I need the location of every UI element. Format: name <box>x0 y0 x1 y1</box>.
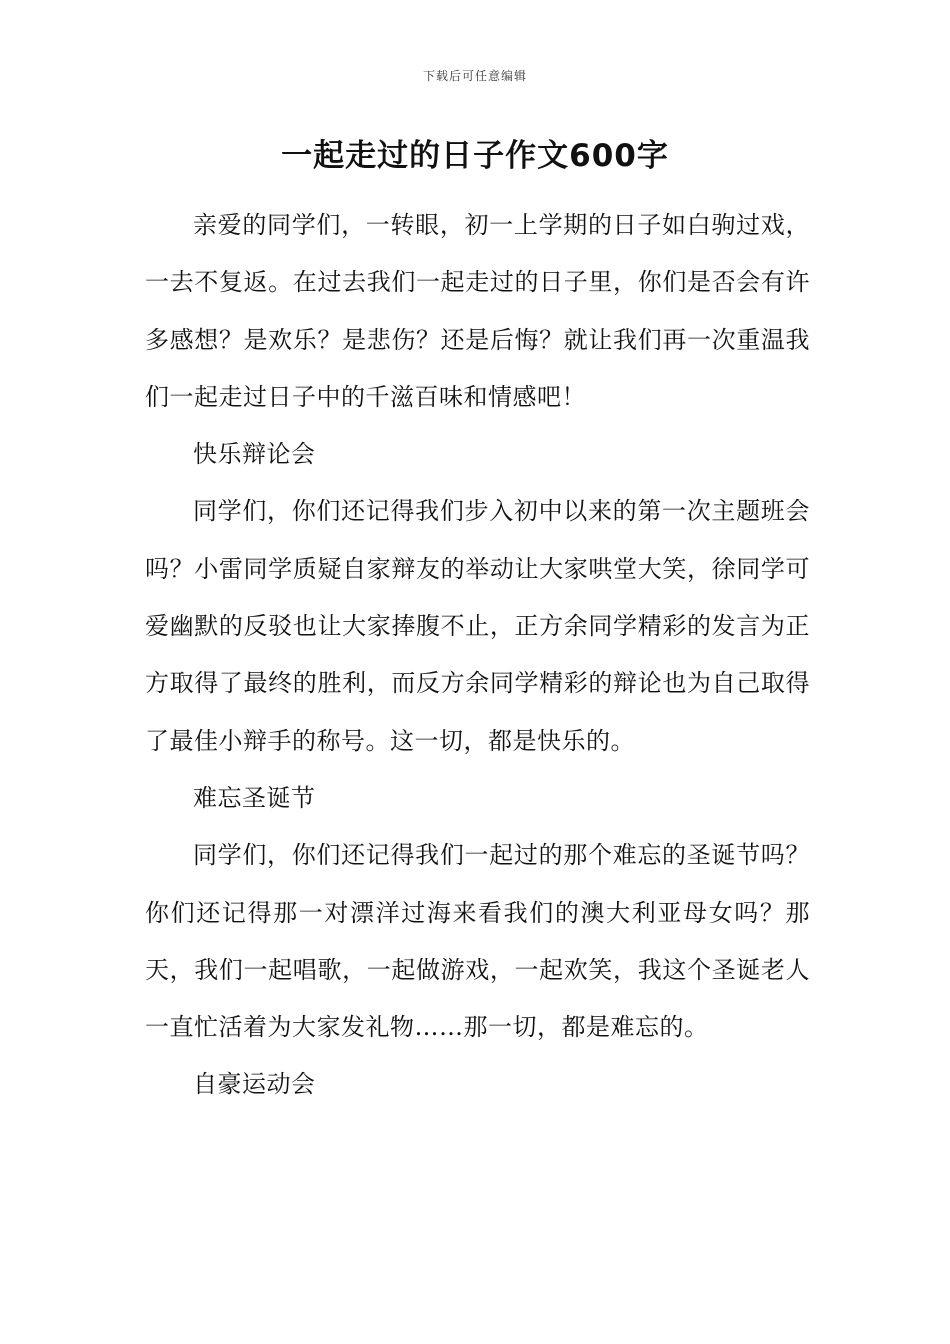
christmas-paragraph: 同学们，你们还记得我们一起过的那个难忘的圣诞节吗？你们还记得那一对漂洋过海来看我们的澳大利亚母女吗？那天，我们一起唱歌，一起做游戏，一起欢笑，我这个圣诞老人一直忙活着为大家发礼物……那一切，都是难忘的。 <box>145 841 810 1042</box>
debate-paragraph: 同学们，你们还记得我们步入初中以来的第一次主题班会吗？小雷同学质疑自家辩友的举动让大家哄堂大笑，徐同学可爱幽默的反驳也让大家捧腹不止，正方余同学精彩的发言为正方取得了最终的胜利，而反方余同学精彩的辩论也为自己取得了最佳小辩手的称号。这一切，都是快乐的。 <box>145 497 810 755</box>
section-heading-christmas: 难忘圣诞节 <box>193 783 316 812</box>
intro-paragraph: 亲爱的同学们，一转眼，初一上学期的日子如白驹过戏，一去不复返。在过去我们一起走过的日子里，你们是否会有许多感想？是欢乐？是悲伤？还是后悔？就让我们再一次重温我们一起走过日子中的千滋百味和情感吧！ <box>145 211 810 411</box>
header-note: 下载后可任意编辑 <box>422 69 527 83</box>
document-title: 一起走过的日子作文600字 <box>281 138 669 174</box>
section-heading-debate: 快乐辩论会 <box>193 440 316 469</box>
section-heading-sports: 自豪运动会 <box>193 1070 316 1099</box>
document-body <box>145 197 810 1114</box>
